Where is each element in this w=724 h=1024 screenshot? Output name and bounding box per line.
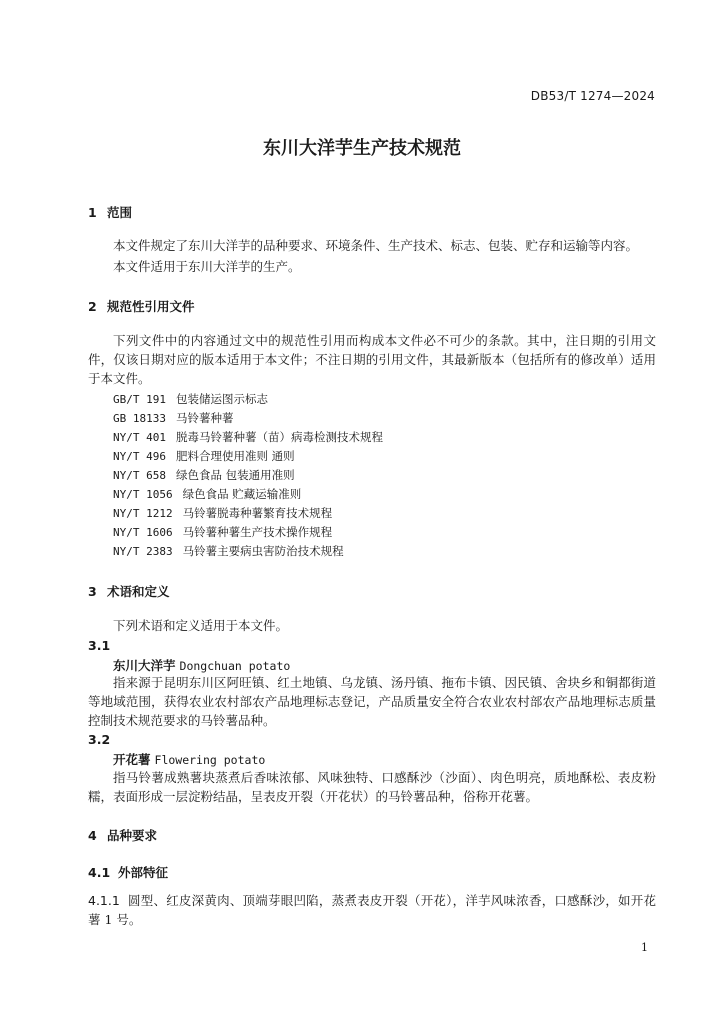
term-definition: 指马铃薯成熟薯块蒸煮后香味浓郁、风味独特、口感酥沙（沙面）、肉色明亮，质地酥松、表皮粉糯，表面形成一层淀粉结晶，呈表皮开裂（开花状）的马铃薯品种，俗称开花薯。 — [88, 770, 656, 804]
section-2-intro: 下列文件中的内容通过文中的规范性引用而构成本文件必不可少的条款。其中，注日期的引用文件，仅该日期对应的版本适用于本文件；不注日期的引用文件，其最新版本（包括所有的修改单）适用于本文件。 — [88, 333, 656, 386]
clause-number: 4.1.1 — [88, 893, 120, 908]
clause-4-1-1 — [88, 891, 656, 929]
reference-item — [113, 467, 295, 483]
reference-item — [113, 429, 383, 445]
reference-code: NY/T 1606 — [113, 526, 173, 539]
clause-text: 圆型、红皮深黄肉、顶端芽眼凹陷，蒸煮表皮开裂（开花），洋芋风味浓香，口感酥沙，如开花薯 1 号。 — [88, 893, 656, 927]
section-3-intro: 下列术语和定义适用于本文件。 — [113, 618, 289, 633]
section-number: 1 — [88, 205, 97, 220]
section-1-line-1: 本文件规定了东川大洋芋的品种要求、环境条件、生产技术、标志、包装、贮存和运输等内容。 — [113, 238, 639, 253]
term-heading — [113, 750, 265, 768]
subsection-title: 外部特征 — [118, 865, 169, 880]
reference-code: NY/T 401 — [113, 431, 166, 444]
subsection-number: 4.1 — [88, 865, 111, 880]
reference-code: NY/T 2383 — [113, 545, 173, 558]
section-number: 3 — [88, 584, 97, 599]
reference-code: NY/T 658 — [113, 469, 166, 482]
section-title: 规范性引用文件 — [107, 299, 195, 314]
term-number: 3.1 — [88, 638, 111, 653]
reference-item — [113, 410, 233, 426]
term-chinese: 开花薯 — [113, 752, 151, 767]
reference-item — [113, 391, 268, 407]
reference-code: GB/T 191 — [113, 393, 166, 406]
reference-name: 马铃薯主要病虫害防治技术规程 — [182, 544, 344, 558]
reference-name: 包装储运图示标志 — [175, 392, 268, 406]
reference-item — [113, 448, 295, 464]
reference-item — [113, 486, 301, 502]
reference-item — [113, 543, 344, 559]
reference-code: GB 18133 — [113, 412, 166, 425]
section-title: 术语和定义 — [107, 584, 170, 599]
reference-code: NY/T 496 — [113, 450, 166, 463]
term-definition: 指来源于昆明东川区阿旺镇、红土地镇、乌龙镇、汤丹镇、拖布卡镇、因民镇、舍块乡和铜都街道等地域范围，获得农业农村部农产品地理标志登记，产品质量安全符合农业农村部农产品地理标志质量控制技术规范要求的马铃薯品种。 — [88, 675, 656, 728]
term-heading — [113, 656, 290, 674]
section-2-heading — [88, 297, 195, 315]
reference-code: NY/T 1212 — [113, 507, 173, 520]
section-number: 4 — [88, 828, 97, 843]
page-number: 1 — [641, 941, 648, 954]
reference-name: 脱毒马铃薯种薯（苗）病毒检测技术规程 — [175, 430, 383, 444]
reference-name: 肥料合理使用准则 通则 — [175, 449, 295, 463]
section-3-heading — [88, 582, 170, 600]
reference-name: 绿色食品 贮藏运输准则 — [182, 487, 302, 501]
section-title: 品种要求 — [107, 828, 158, 843]
section-1-line-2: 本文件适用于东川大洋芋的生产。 — [113, 259, 301, 274]
document-number: DB53/T 1274—2024 — [530, 89, 655, 103]
section-1-heading — [88, 203, 132, 221]
reference-item — [113, 524, 332, 540]
reference-name: 马铃薯种薯 — [175, 411, 234, 425]
term-english: Dongchuan potato — [179, 659, 291, 673]
section-4-heading — [88, 826, 157, 844]
reference-code: NY/T 1056 — [113, 488, 173, 501]
document-title: 东川大洋芋生产技术规范 — [263, 138, 461, 159]
reference-name: 马铃薯脱毒种薯繁育技术规程 — [182, 506, 333, 520]
term-english: Flowering potato — [154, 753, 266, 767]
reference-name: 马铃薯种薯生产技术操作规程 — [182, 525, 333, 539]
subsection-heading — [88, 863, 168, 881]
term-number: 3.2 — [88, 732, 111, 747]
reference-name: 绿色食品 包装通用准则 — [175, 468, 295, 482]
section-title: 范围 — [107, 205, 133, 220]
section-number: 2 — [88, 299, 97, 314]
reference-item — [113, 505, 332, 521]
term-chinese: 东川大洋芋 — [113, 658, 176, 673]
